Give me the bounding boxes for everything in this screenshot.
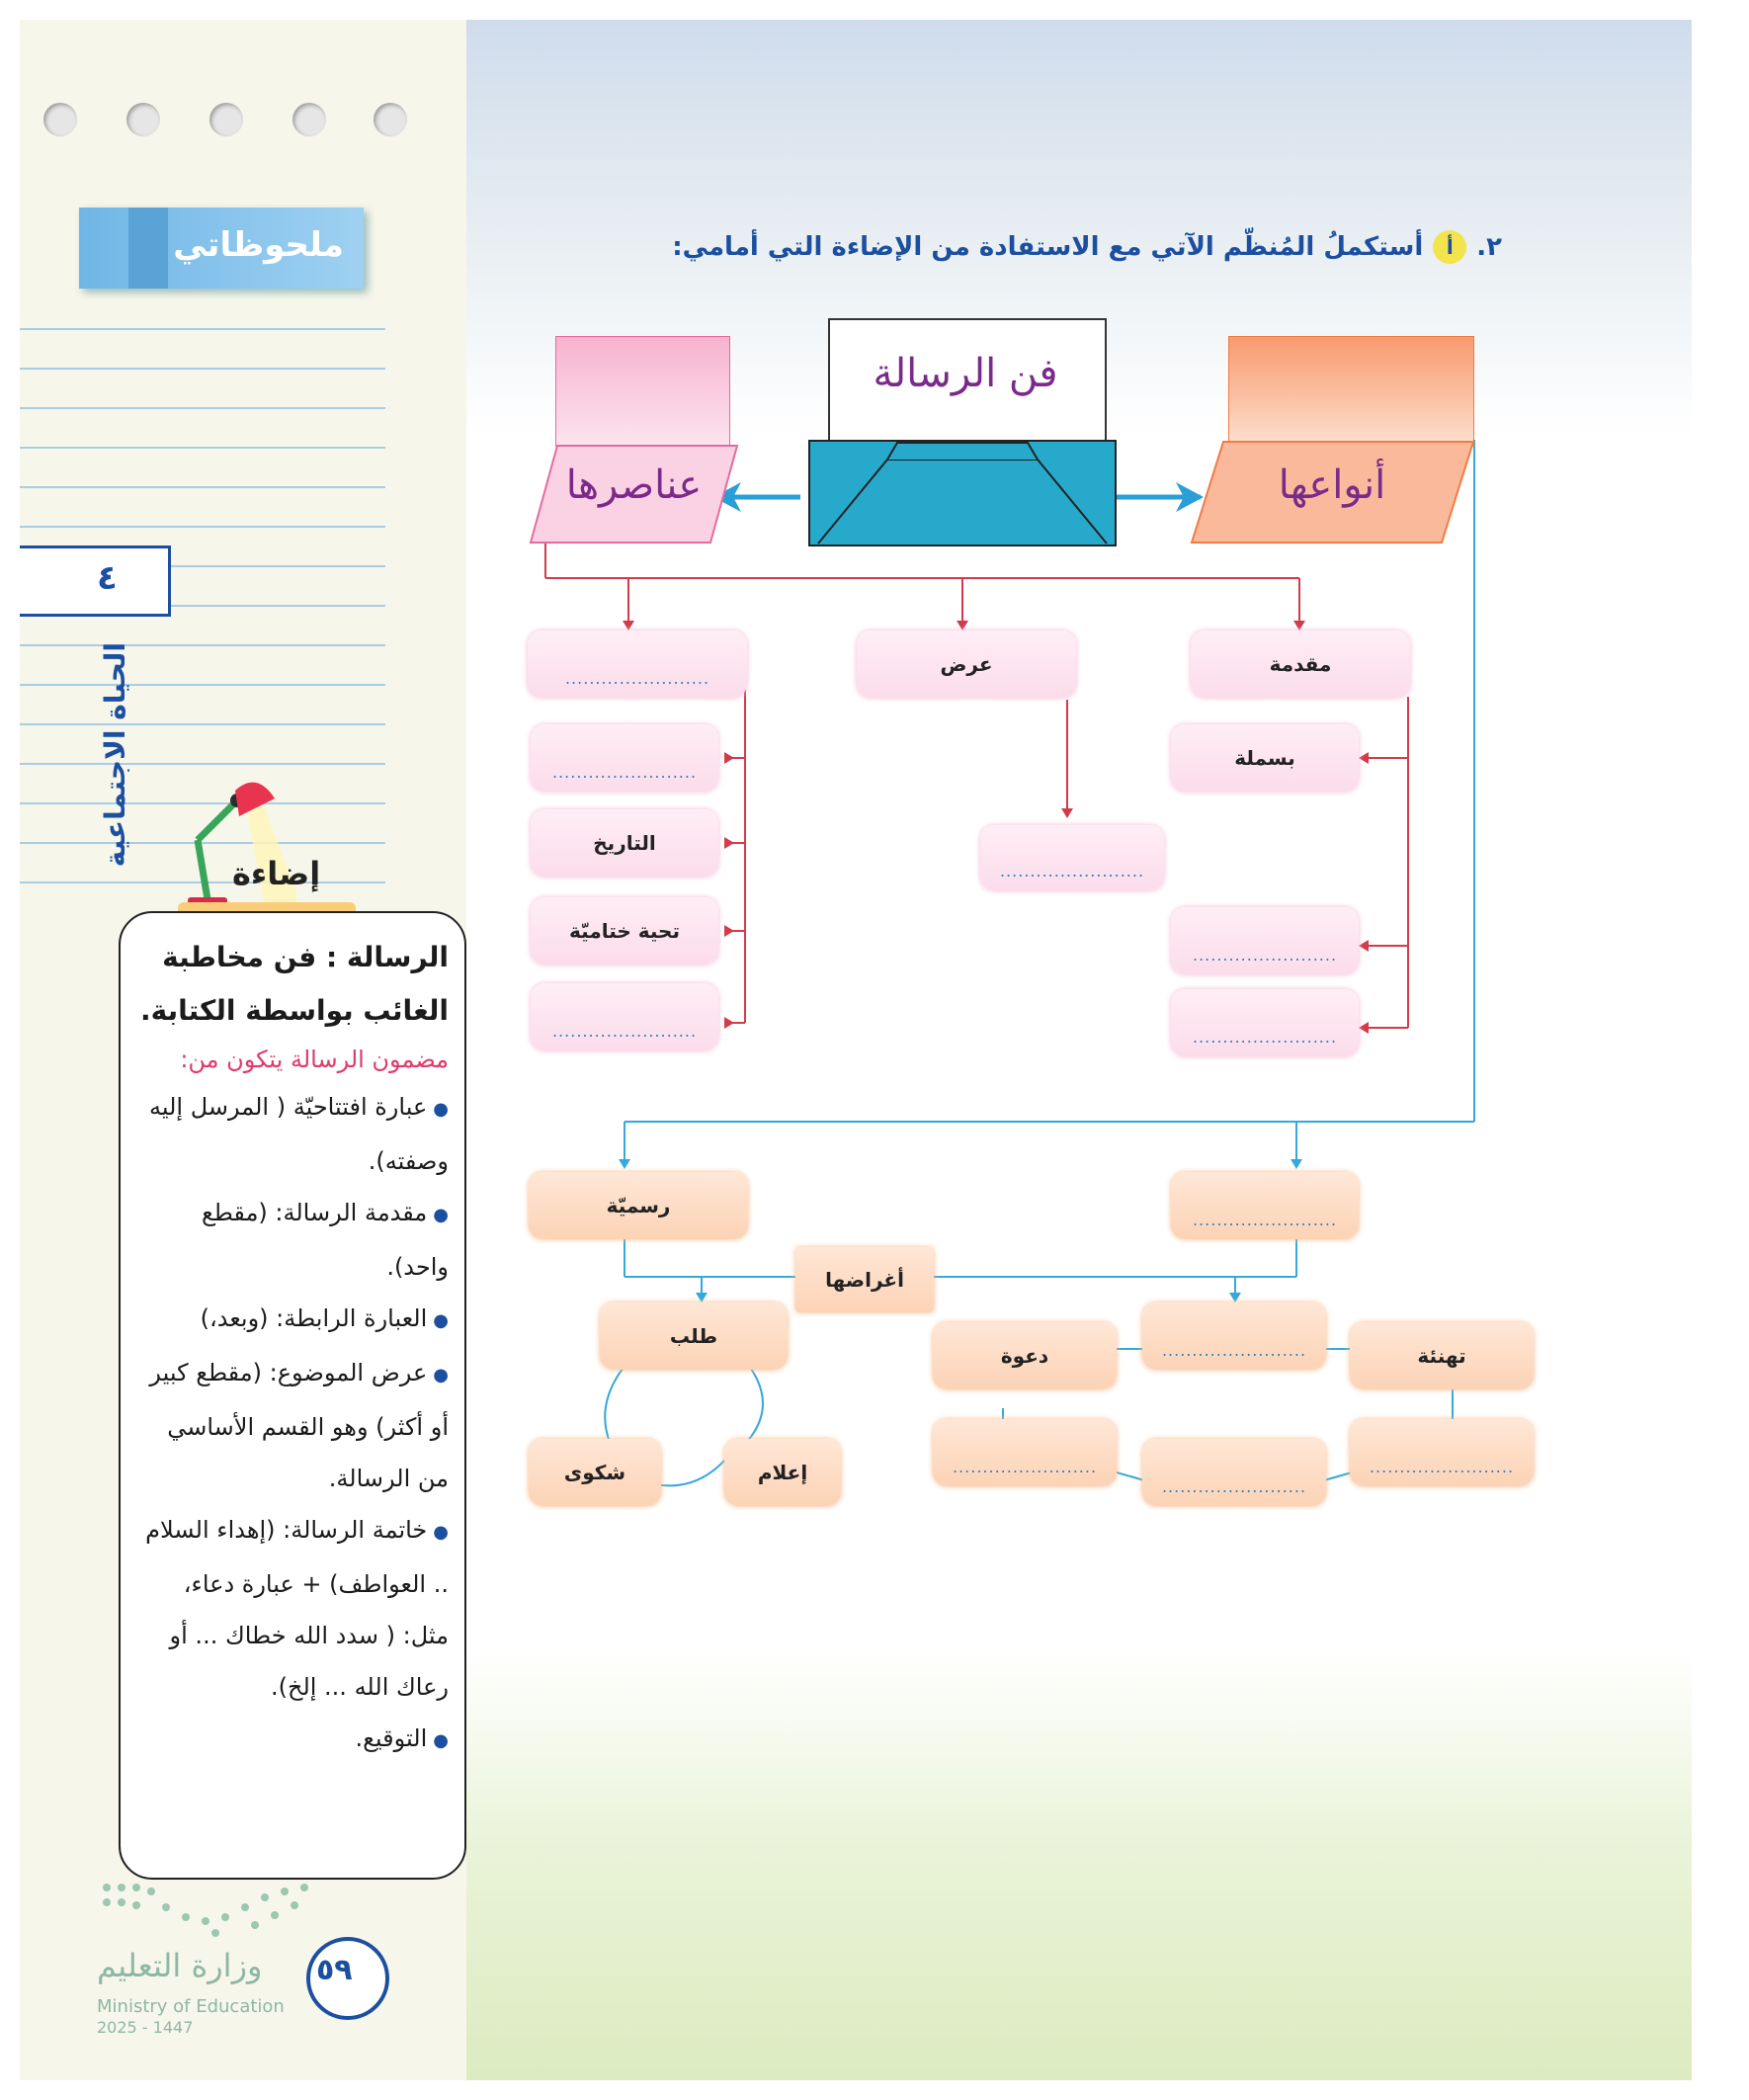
purpose-blank[interactable]	[933, 1419, 1117, 1486]
types-header: أنواعها	[1278, 462, 1386, 508]
purpose-label: دعوة	[1000, 1344, 1049, 1368]
purpose-invitation	[933, 1322, 1117, 1389]
purpose-complaint	[529, 1439, 661, 1506]
body-child-blank[interactable]	[980, 825, 1164, 890]
question-text: أستكملُ المُنظّم الآتي مع الاستفادة من الإضاءة التي أمامي:	[672, 232, 1424, 262]
body-box	[857, 630, 1076, 698]
note-item: ● مقدمة الرسالة: (مقطع واحد).	[136, 1187, 449, 1293]
intro-child-blank[interactable]	[1171, 907, 1359, 974]
intro-box	[1191, 630, 1410, 698]
blank-dots: ........................	[999, 862, 1145, 881]
blank-dots: ........................	[1192, 1028, 1338, 1047]
purpose-blank[interactable]	[1350, 1419, 1534, 1486]
blank-dots: ........................	[551, 1022, 698, 1041]
blank-dots: ........................	[1369, 1458, 1515, 1476]
unit-title: الحياة الاجتماعية	[99, 642, 131, 868]
purpose-inform	[724, 1439, 841, 1506]
ministry-ar: وزارة التعليم	[97, 1947, 263, 1984]
blank-dots: ........................	[564, 669, 710, 688]
ending-child-label: التاريخ	[593, 831, 656, 855]
formal-label: رسميّة	[606, 1194, 671, 1218]
notes-title: ملحوظاتي	[173, 225, 344, 265]
unit-number: ٤	[97, 558, 118, 598]
page-number: ٥٩	[316, 1953, 353, 1987]
blank-dots: ........................	[1192, 946, 1338, 965]
illumination-title: إضاءة	[232, 855, 321, 892]
question-badge: أ	[1433, 230, 1466, 264]
blank-dots: ........................	[1161, 1341, 1307, 1360]
intro-child-label: بسملة	[1234, 746, 1295, 770]
center-title: فن الرسالة	[873, 351, 1058, 396]
definition: الرسالة : فن مخاطبة الغائب بواسطة الكتابة.	[139, 941, 449, 1027]
purpose-label: تهنئة	[1417, 1344, 1466, 1368]
ending-child	[531, 809, 718, 877]
formal-type	[529, 1172, 748, 1239]
note-item: ● العبارة الرابطة: (وبعد،)	[136, 1293, 449, 1347]
year: 2025 - 1447	[97, 2018, 194, 2037]
note-item: ● خاتمة الرسالة: (إهداء السلام .. العواطف) + عبارة دعاء، مثل: ( سدد الله خطاك ... أو رعاك الله ... إلخ).	[136, 1504, 449, 1713]
purpose-blank[interactable]	[1142, 1302, 1326, 1370]
blank-dots: ........................	[551, 763, 698, 782]
envelope-icon	[808, 440, 1117, 546]
purpose-label: شكوى	[563, 1461, 626, 1484]
intro-label: مقدمة	[1269, 652, 1332, 676]
ending-child-blank[interactable]	[531, 983, 718, 1050]
intro-child	[1171, 724, 1359, 792]
elements-header: عناصرها	[565, 462, 703, 508]
ending-child	[531, 897, 718, 965]
ending-child-blank[interactable]	[531, 724, 718, 792]
note-item: ● عرض الموضوع: (مقطع كبير أو أكثر) وهو القسم الأساسي من الرسالة.	[136, 1347, 449, 1504]
ending-child-label: تحية ختاميّة	[569, 919, 680, 943]
purposes-text: أغراضها	[825, 1268, 904, 1292]
blank-dots: ........................	[952, 1458, 1098, 1476]
purpose-label: طلب	[669, 1324, 718, 1348]
purpose-congratulation	[1350, 1322, 1534, 1389]
purpose-request	[600, 1302, 788, 1370]
question-number: ٢.	[1476, 232, 1502, 262]
informal-type-blank[interactable]	[1171, 1172, 1359, 1239]
purposes-label	[795, 1247, 934, 1312]
intro-child-blank[interactable]	[1171, 989, 1359, 1056]
ending-box-blank[interactable]	[528, 630, 747, 698]
content-heading: مضمون الرسالة يتكون من:	[180, 1046, 449, 1073]
blank-dots: ........................	[1161, 1477, 1307, 1496]
purpose-label: إعلام	[757, 1461, 808, 1484]
note-item: ● التوقيع.	[136, 1713, 449, 1767]
ministry-en: Ministry of Education	[97, 1996, 285, 2017]
note-item: ● عبارة افتتاحيّة ( المرسل إليه وصفته).	[136, 1081, 449, 1187]
purpose-blank[interactable]	[1142, 1439, 1326, 1506]
body-label: عرض	[940, 652, 993, 676]
blank-dots: ........................	[1192, 1211, 1338, 1229]
